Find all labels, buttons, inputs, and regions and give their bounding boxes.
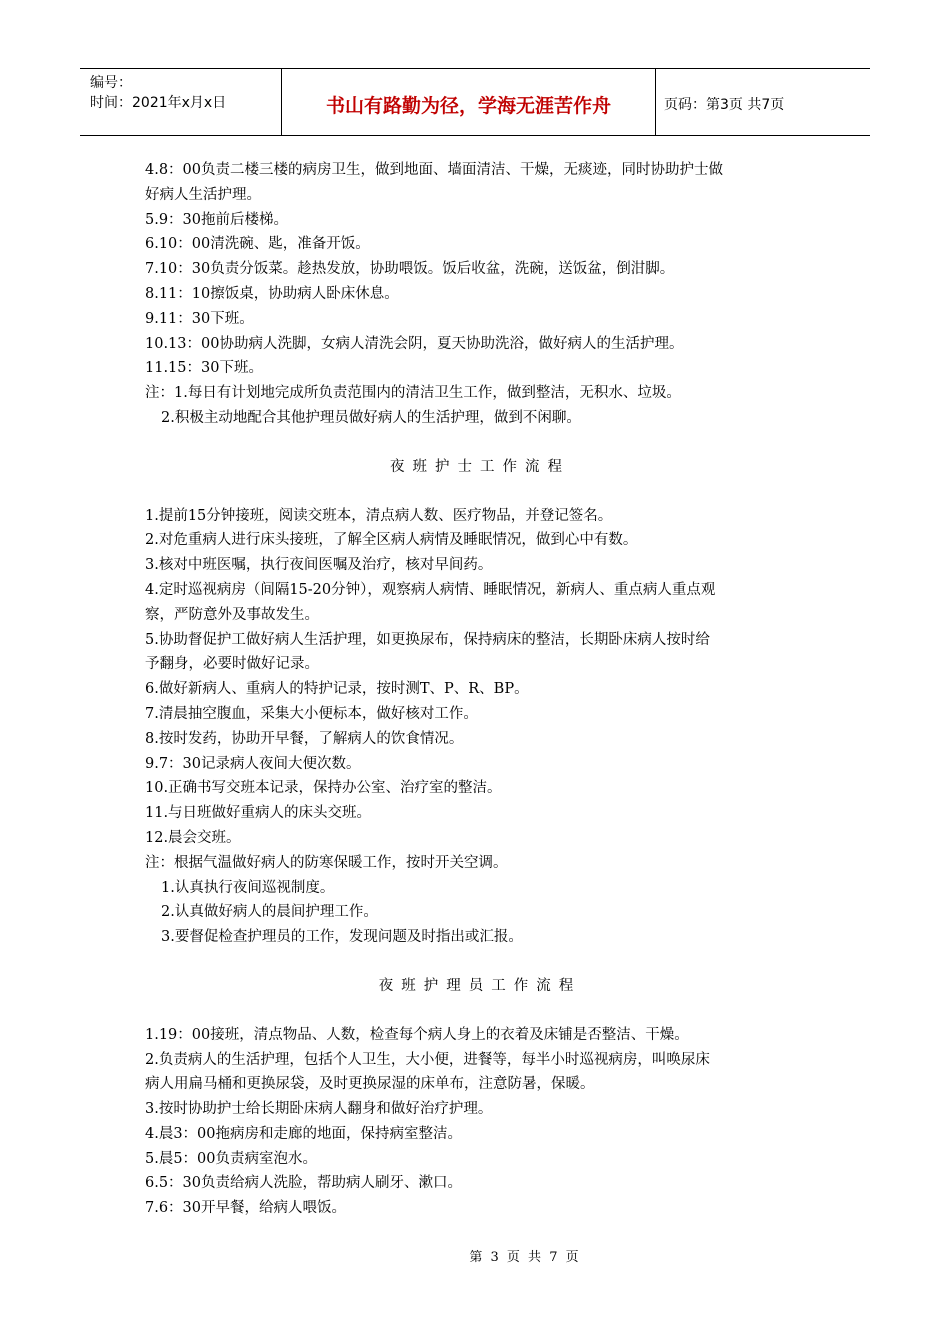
note-item: 2.认真做好病人的晨间护理工作。 bbox=[161, 904, 378, 921]
paragraph-line: 6.做好新病人、重病人的特护记录，按时测T、P、R、BP。 bbox=[145, 681, 529, 698]
paragraph-line: 3.按时协助护士给长期卧床病人翻身和做好治疗护理。 bbox=[145, 1101, 493, 1118]
section-day-caregiver bbox=[145, 158, 815, 431]
paragraph-line: 2.负责病人的生活护理，包括个人卫生，大小便，进餐等，每半小时巡视病房，叫唤尿床 bbox=[145, 1051, 710, 1068]
paragraph-line: 7.清晨抽空腹血，采集大小便标本，做好核对工作。 bbox=[145, 705, 478, 722]
paragraph-line: 5.9：30拖前后楼梯。 bbox=[145, 211, 289, 228]
paragraph-line: 2.对危重病人进行床头接班，了解全区病人病情及睡眠情况，做到心中有数。 bbox=[145, 532, 638, 549]
paragraph-line: 9.7：30记录病人夜间大便次数。 bbox=[145, 755, 361, 772]
note-line: 注：1.每日有计划地完成所负责范围内的清洁卫生工作，做到整洁，无积水、垃圾。 bbox=[145, 385, 681, 402]
note-item: 1.认真执行夜间巡视制度。 bbox=[161, 879, 335, 896]
note-item: 2.积极主动地配合其他护理员做好病人的生活护理，做到不闲聊。 bbox=[161, 409, 581, 426]
paragraph-line: 病人用扁马桶和更换尿袋，及时更换尿湿的床单布，注意防暑，保暖。 bbox=[145, 1076, 595, 1093]
paragraph-line: 9.11：30下班。 bbox=[145, 310, 254, 327]
document-body bbox=[145, 158, 815, 1221]
note-item: 3.要督促检查护理员的工作，发现问题及时指出或汇报。 bbox=[161, 929, 523, 946]
paragraph-line: 10.正确书写交班本记录，保持办公室、治疗室的整洁。 bbox=[145, 780, 502, 797]
section-title-night-nurse: 夜班护士工作流程 bbox=[390, 458, 570, 475]
number-label: 编号： bbox=[90, 75, 132, 91]
date-label: 时间：2021年x月x日 bbox=[90, 95, 227, 111]
paragraph-line: 3.核对中班医嘱，执行夜间医嘱及治疗，核对早间药。 bbox=[145, 557, 493, 574]
section-title-night-caregiver: 夜班护理员工作流程 bbox=[378, 977, 582, 994]
paragraph-line: 6.5：30负责给病人洗脸，帮助病人刷牙、漱口。 bbox=[145, 1175, 463, 1192]
paragraph-line: 5.协助督促护工做好病人生活护理，如更换尿布，保持病床的整洁，长期卧床病人按时给 bbox=[145, 631, 710, 648]
paragraph-line: 8.11：10擦饭桌，协助病人卧床休息。 bbox=[145, 285, 399, 302]
paragraph-line: 7.10：30负责分饭菜。趁热发放，协助喂饭。饭后收盆，洗碗，送饭盆，倒泔脚。 bbox=[145, 261, 675, 278]
paragraph-line: 11.15：30下班。 bbox=[145, 360, 263, 377]
paragraph-line: 4.定时巡视病房（间隔15-20分钟），观察病人病情、睡眠情况，新病人、重点病人重点观 bbox=[145, 581, 716, 598]
paragraph-line: 11.与日班做好重病人的床头交班。 bbox=[145, 805, 372, 822]
paragraph-line: 1.提前15分钟接班，阅读交班本，清点病人数、医疗物品，并登记签名。 bbox=[145, 507, 613, 524]
paragraph-line: 6.10：00清洗碗、匙，准备开饭。 bbox=[145, 236, 370, 253]
paragraph-line: 4.晨3：00拖病房和走廊的地面，保持病室整洁。 bbox=[145, 1125, 463, 1142]
paragraph-line: 好病人生活护理。 bbox=[145, 186, 261, 203]
header-page-info: 页码：第3页 共7页 bbox=[664, 97, 785, 113]
paragraph-line: 8.按时发药，协助开早餐，了解病人的饮食情况。 bbox=[145, 730, 464, 747]
page-footer: 第 3 页 共 7 页 bbox=[469, 1250, 581, 1265]
header-meta bbox=[80, 69, 282, 135]
paragraph-line: 10.13：00协助病人洗脚，女病人清洗会阴，夏天协助洗浴，做好病人的生活护理。 bbox=[145, 335, 684, 352]
document-header bbox=[80, 68, 870, 136]
paragraph-line: 1.19：00接班，清点物品、人数，检查每个病人身上的衣着及床铺是否整洁、干燥。 bbox=[145, 1026, 689, 1043]
paragraph-line: 12.晨会交班。 bbox=[145, 829, 241, 846]
section-night-caregiver bbox=[145, 1023, 815, 1221]
paragraph-line: 4.8：00负责二楼三楼的病房卫生，做到地面、墙面清洁、干燥，无痰迹，同时协助护士做 bbox=[145, 162, 724, 178]
paragraph-line: 7.6：30开早餐，给病人喂饭。 bbox=[145, 1200, 347, 1217]
paragraph-line: 5.晨5：00负责病室泡水。 bbox=[145, 1150, 318, 1167]
header-motto: 书山有路勤为径，学海无涯苦作舟 bbox=[282, 69, 656, 135]
paragraph-line: 予翻身，必要时做好记录。 bbox=[145, 656, 319, 673]
paragraph-line: 察，严防意外及事故发生。 bbox=[145, 606, 319, 623]
section-night-nurse bbox=[145, 504, 815, 950]
note-line: 注：根据气温做好病人的防寒保暖工作，按时开关空调。 bbox=[145, 854, 508, 871]
